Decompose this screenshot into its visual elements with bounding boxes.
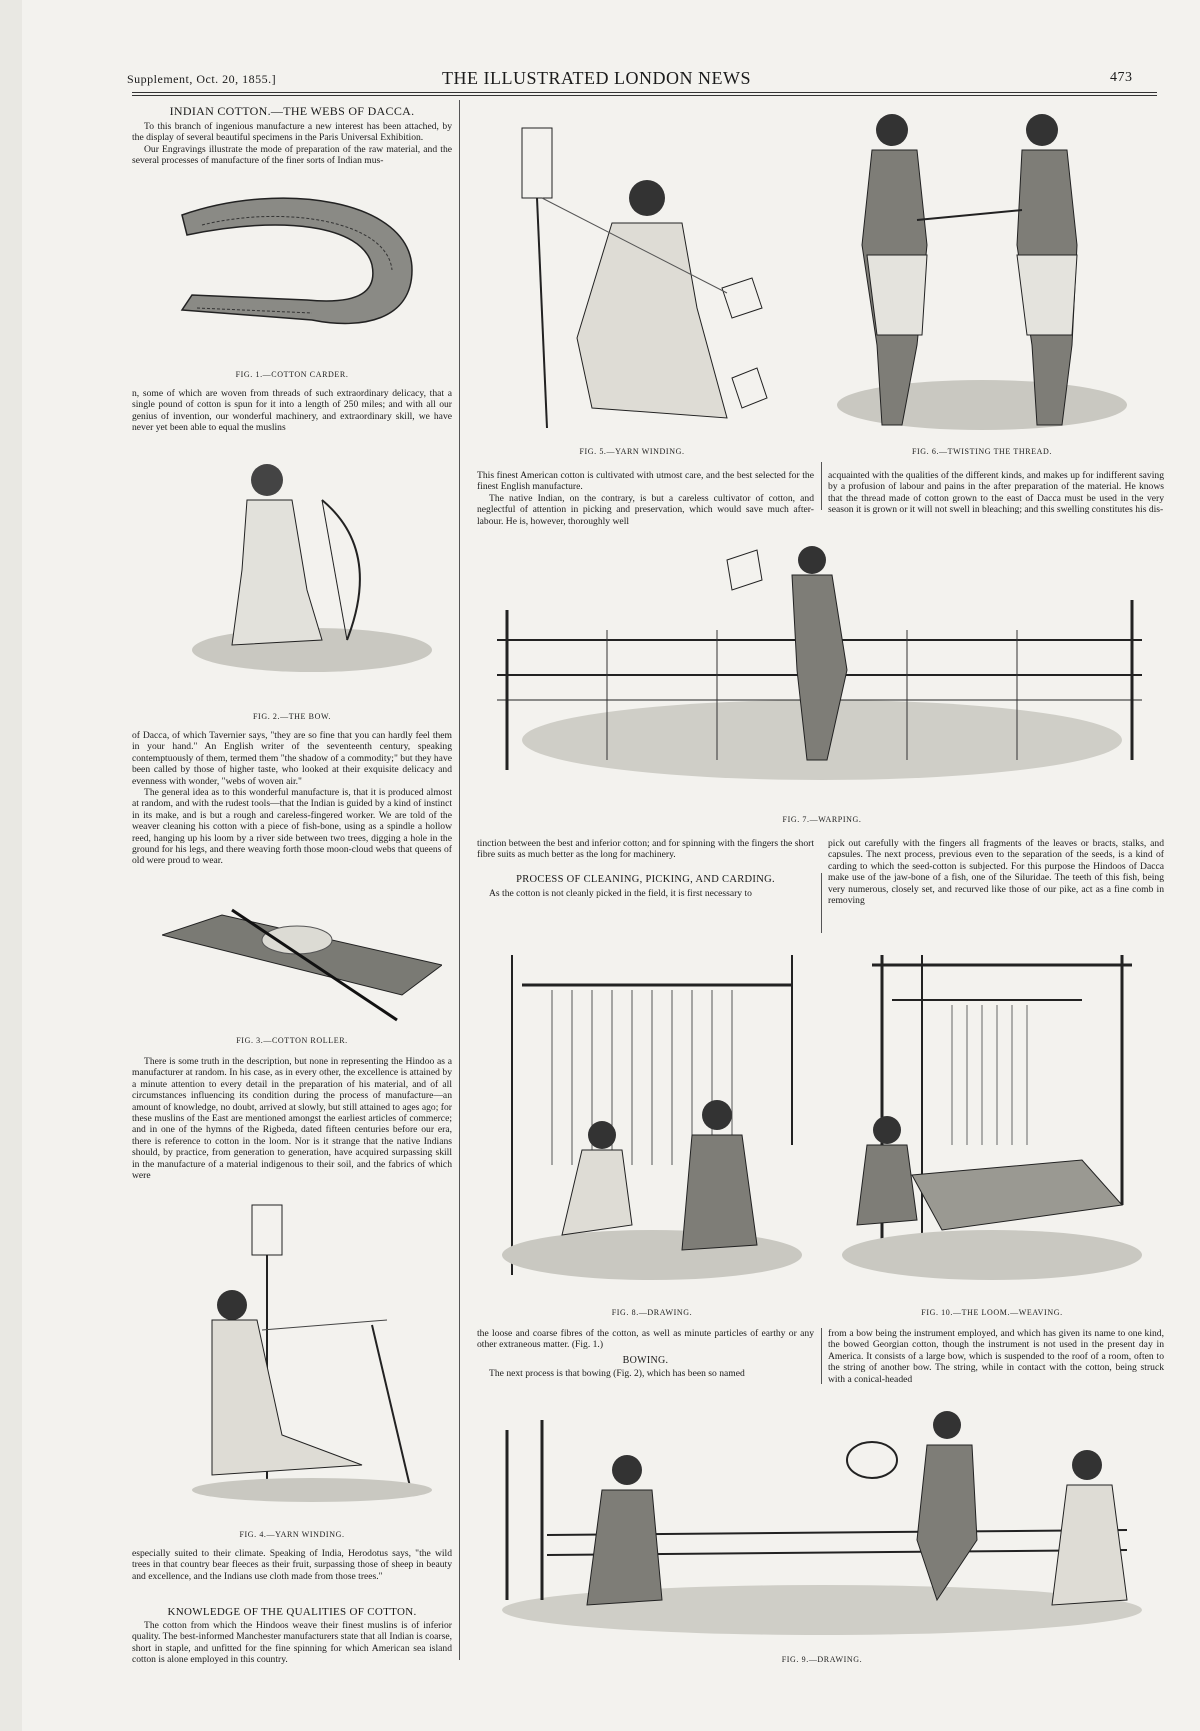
fig8-caption: FIG. 8.—DRAWING. [611,1308,693,1317]
drawing-three-figures-illustration [487,1400,1157,1640]
header-rule-2 [132,95,1157,96]
fig1-caption: FIG. 1.—COTTON CARDER. [235,370,349,379]
warping-frame-illustration [487,540,1157,800]
cotton-carder-illustration [162,180,432,345]
two-men-twisting-illustration [832,105,1132,440]
intro-text [132,121,452,167]
fig6-caption: FIG. 6.—TWISTING THE THREAD. [911,447,1053,456]
column-divider-lower [821,873,822,933]
para-after-fig4 [132,1548,452,1582]
newspaper-page [22,0,1200,1731]
para-general-idea: The general idea as to this wonderful manufacture is, that it is produced almost at random, and with the rudest tools—that the Indian is guided by a kind of instinct in its make, and is but a rough and careless-fingered worker. We are told of the weaver cleaning his cotton with a piece of fish-bone, using as a spindle a hollow reed, hanging up his loom by a river side between two trees, digging a hole in the ground for his legs, and there weaving forth those moon-cloud webs that queens of old were proud to wear. [132,787,452,867]
header-rule [132,92,1157,93]
bottom-right-text [828,1328,1164,1385]
para-qualities-text: The cotton from which the Hindoos weave their finest muslins is of inferior quality. The best-informed Manchester manufacturers state that all Indian is coarse, short in staple, and unfitted for the fine spinning for which American sea island cotton is alone employed in this country. [132,1620,452,1666]
cotton-roller-illustration [162,905,442,1025]
lower-left-text [477,838,814,861]
para-after-fig3 [132,1056,452,1181]
intro-paragraph-2: Our Engravings illustrate the mode of preparation of the raw material, and the several processes of manufacture of the finer sorts of Indian mus- [132,143,452,167]
article-title: INDIAN COTTON.—THE WEBS OF DACCA. [169,104,415,118]
fig10-caption: FIG. 10.—THE LOOM.—WEAVING. [921,1308,1063,1317]
intro-paragraph-1: To this branch of ingenious manufacture a new interest has been attached, by the display of several beautiful specimens in the Paris Universal Exhibition. [132,121,452,144]
figure-yarn-winding-4 [172,1195,432,1515]
subhead-process: PROCESS OF CLEANING, PICKING, AND CARDING. [516,874,775,885]
lower-left-paragraph-1: tinction between the best and inferior cotton; and for spinning with the fingers the short fibre suits as much better as the long for machinery. [477,838,814,861]
yarn-winding-man-illustration [172,1195,432,1515]
mid-left-paragraph-1: This finest American cotton is cultivated with utmost care, and the best selected for the finest English manufacture. [477,470,814,493]
figure-cotton-roller [162,905,442,1025]
figure-yarn-winding-5 [482,108,782,438]
para-after-fig4-text: especially suited to their climate. Speaking of India, Herodotus says, "the wild trees in that country bear fleeces as their fruit, surpassing those of sheep in beauty and excellence, and the Indians use cloth made from those trees." [132,1548,452,1582]
fig9-caption: FIG. 9.—DRAWING. [781,1655,863,1664]
para-after-fig3-text: There is some truth in the description, but none in representing the Hindoo as a manufacturer at random. In his case, as in every other, the excellence is attained by a minute attention to every detail in the preparation of his material, and of all circumstances influencing its condition during the process of manufacture—an amount of knowledge, no doubt, arrived at slowly, but still attained to ages ago; for these muslins of the East are mentioned amongst the earliest articles of commerce; and in one of the hymns of the Rigbeda, dated fifteen centuries before our era, there is reference to cotton in the loom. Nor is it strange that the native Indians should, by practice, from generation to generation, have acquired surpassing skill in the manufacture of a material indigenous to their soil, and the fabrics of which were [132,1056,452,1182]
para-after-fig1: n, some of which are woven from threads of such extraordinary delicacy, that a single pound of cotton is spun for it into a length of 250 miles; and with all our genius of invention, our wonderful machinery, and extraordinary skill, we have never yet been able to equal the muslins [132,388,452,434]
bottom-left-text [477,1328,814,1351]
bottom-left-text-2 [477,1368,814,1379]
fig5-caption: FIG. 5.—YARN WINDING. [579,447,685,456]
figure-the-bow [172,440,432,680]
column-divider-mid [821,462,822,510]
figure-loom-weaving [832,945,1152,1295]
mid-left-paragraph-2: The native Indian, on the contrary, is but a careless cultivator of cotton, and neglectful of attention in picking and preservation, which would save much after-labour. He is, however, thoroughly well [477,492,814,527]
lower-right-paragraph: pick out carefully with the fingers all fragments of the leaves or bracts, stalks, and capsules. The next process, previous even to the separation of the seeds, is a kind of carding to which the seed-cotton is subjected. For this purpose the Hindoos of Dacca make use of the jaw-bone of a fish, one of the Siluridae. The teeth of this fish, being very numerous, closely set, and recurved like those of our pike, act as a fine comb in removing [828,838,1164,907]
figure-drawing-8 [492,945,812,1295]
lower-right-text [828,838,1164,906]
subhead-qualities: KNOWLEDGE OF THE QUALITIES OF COTTON. [167,1606,417,1618]
fig3-caption: FIG. 3.—COTTON ROLLER. [236,1036,348,1045]
mid-right-text [828,470,1164,516]
fig7-caption: FIG. 7.—WARPING. [782,815,862,824]
masthead: THE ILLUSTRATED LONDON NEWS [442,68,751,88]
figure-drawing-9 [487,1400,1157,1640]
figure-warping [487,540,1157,800]
mid-right-paragraph: acquainted with the qualities of the different kinds, and makes up for indifferent saving by a profusion of labour and pains in the after preparation of the material. He knows that the thread made of cotton grown to the east of Dacca must be used in the very season it is grown or it will not swell in bleaching; and this swelling constitutes his dis- [828,470,1164,516]
figure-cotton-carder [162,180,432,345]
text-block-dacca [132,730,452,867]
mid-left-text [477,470,814,527]
drawing-loom-two-men-illustration [492,945,812,1295]
bottom-right-paragraph: from a bow being the instrument employed, and which has given its name to one kind, the bowed Georgian cotton, though the instrument is not used in the present day in America. It consists of a large bow, which is suspended to the roof of a room, often to the string of another bow. The string, while in contact with the cotton, being struck with a conical-headed [828,1328,1164,1385]
loom-weaving-illustration [832,945,1152,1295]
yarn-winding-seated-illustration [482,108,782,438]
page-number: 473 [1110,70,1133,85]
bottom-left-paragraph-2: The next process is that bowing (Fig. 2), which has been so named [489,1368,745,1379]
figure-twisting-thread [832,105,1132,440]
lower-left-paragraph-2: As the cotton is not cleanly picked in the field, it is first necessary to [489,888,752,899]
bottom-left-paragraph-1: the loose and coarse fibres of the cotton, as well as minute particles of earthy or any other extraneous matter. (Fig. 1.) [477,1328,814,1351]
para-after-fig2: of Dacca, of which Tavernier says, "they are so fine that you can hardly feel them in your hand." An English writer of the seventeenth century, speaking contemptuously of them, termed them "the shadow of a commodity;" but they have been called by those of higher taste, who looked at their exquisite delicacy and evenness with wonder, "webs of woven air." [132,730,452,787]
supplement-date: Supplement, Oct. 20, 1855.] [127,72,277,86]
fig4-caption: FIG. 4.—YARN WINDING. [239,1530,345,1539]
column-divider [459,100,460,1660]
lower-left-text-2 [477,888,814,899]
column-divider-bottom [821,1328,822,1384]
bow-woman-illustration [172,440,432,680]
fig2-caption: FIG. 2.—THE BOW. [253,712,331,721]
para-qualities [132,1620,452,1666]
subhead-bowing: BOWING. [622,1355,669,1366]
